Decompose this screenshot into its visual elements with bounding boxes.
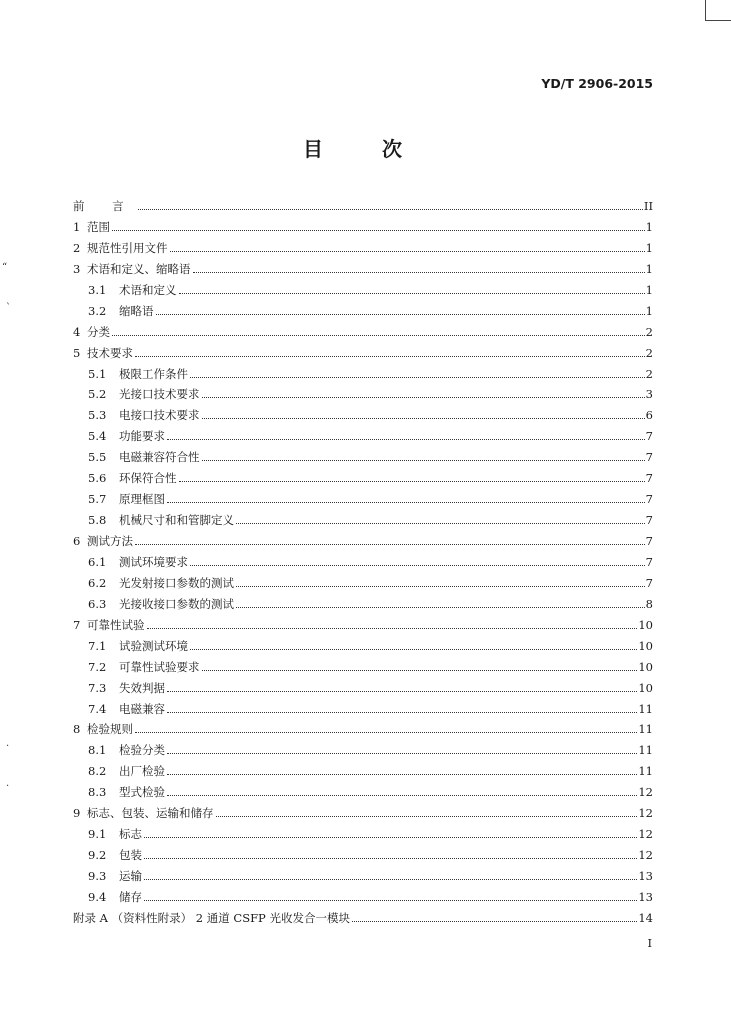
toc-entry-label: 范围 [87,219,110,234]
toc-entry[interactable] [73,701,653,722]
toc-entry-label: 失效判据 [119,680,165,695]
toc-entry[interactable] [73,219,653,240]
toc-entry-page: 2 [645,345,653,360]
toc-entry-number: 9.2 [88,848,107,863]
toc-entry-label: 可靠性试验 [87,617,145,632]
toc-dot-leader [167,691,637,692]
toc-dot-leader [147,628,638,629]
margin-mark: . [6,738,10,749]
toc-dot-leader [190,377,645,378]
toc-entry-label: 功能要求 [119,429,165,444]
toc-entry-page: 7 [645,554,653,569]
toc-entry-label: 电磁兼容符合性 [119,450,200,465]
toc-dot-leader [144,879,637,880]
toc-entry-number: 3.1 [88,282,107,297]
toc-entry[interactable] [73,407,653,428]
toc-entry-number: 5.1 [88,366,107,381]
toc-entry[interactable] [73,324,653,345]
toc-entry-label: 术语和定义、缩略语 [87,261,191,276]
toc-entry-label: 电磁兼容 [119,701,165,716]
toc-entry-number: 5.2 [88,387,107,402]
toc-dot-leader [236,607,645,608]
toc-entry-number: 5 [73,345,81,360]
toc-dot-leader [156,314,645,315]
toc-entry-label: 测试环境要求 [119,554,188,569]
toc-entry[interactable] [73,533,653,554]
toc-dot-leader [112,335,645,336]
toc-entry-page: 1 [645,219,653,234]
toc-dot-leader [167,795,637,796]
toc-entry[interactable] [73,575,653,596]
toc-dot-leader [179,481,645,482]
toc-entry-page: 7 [645,450,653,465]
toc-entry-label: 极限工作条件 [119,366,188,381]
toc-entry-page: 10 [638,680,653,695]
toc-entry-number: 8 [73,722,81,737]
toc-entry-page: II [643,199,653,213]
scan-edge-line [705,0,706,20]
toc-entry-label: 原理框图 [119,492,165,507]
toc-dot-leader [112,230,645,231]
toc-entry[interactable] [73,198,653,219]
toc-entry-label: 机械尺寸和和管脚定义 [119,513,234,528]
toc-entry-label: 规范性引用文件 [87,240,168,255]
toc-dot-leader [190,649,637,650]
toc-entry-label: 检验规则 [87,722,133,737]
toc-entry-label: 测试方法 [87,534,133,548]
toc-entry[interactable] [73,596,653,617]
toc-dot-leader [216,816,638,817]
margin-mark: ` [6,303,11,314]
toc-entry-number: 9 [73,806,81,821]
toc-entry-page: 10 [638,638,653,653]
toc-dot-leader [190,565,645,566]
toc-entry-number: 5.7 [88,492,107,507]
toc-entry-label: 标志、包装、运输和储存 [87,806,214,821]
toc-entry-page: 7 [645,534,653,548]
margin-mark: “ [2,262,8,273]
toc-entry-page: 14 [638,910,653,925]
toc-entry[interactable] [73,366,653,387]
document-code: YD/T 2906-2015 [541,76,653,91]
toc-entry-number: 9.3 [88,869,107,883]
toc-entry[interactable] [73,868,653,889]
toc-dot-leader [144,837,637,838]
toc-entry-label: 光发射接口参数的测试 [119,575,234,590]
toc-entry-label: 标志 [119,827,142,842]
toc-entry[interactable] [73,721,653,742]
toc-entry[interactable] [73,910,653,931]
toc-entry-label: 光接收接口参数的测试 [119,596,234,611]
toc-entry[interactable] [73,847,653,868]
toc-entry[interactable] [73,449,653,470]
toc-entry-label: 包装 [119,848,142,863]
margin-mark: . [6,778,10,789]
toc-entry-number: 5.4 [88,429,107,444]
toc-entry-number: 1 [73,219,81,234]
toc-entry[interactable] [73,512,653,533]
scan-edge-line [705,20,731,21]
toc-dot-leader [202,397,645,398]
toc-entry-number: 4 [73,324,81,339]
toc-entry-number: 3 [73,261,81,276]
toc-entry-page: 1 [645,303,653,318]
toc-dot-leader [236,523,645,524]
toc-entry-page: 1 [645,282,653,297]
toc-entry-page: 2 [645,324,653,339]
toc-entry-page: 7 [645,513,653,528]
toc-entry[interactable] [73,680,653,701]
toc-entry-label: 技术要求 [87,345,133,360]
toc-entry-label: 运输 [119,869,142,883]
toc-dot-leader [202,670,638,671]
toc-entry-number: 8.3 [88,785,107,800]
table-of-contents [73,198,653,931]
toc-entry[interactable] [73,742,653,763]
toc-entry[interactable] [73,784,653,805]
toc-entry-number: 6 [73,534,81,548]
toc-entry-page: 12 [638,827,653,842]
toc-entry-page: 2 [645,366,653,381]
toc-entry-page: 12 [638,848,653,863]
toc-entry-number: 6.1 [88,554,107,569]
toc-dot-leader [167,502,645,503]
toc-entry-label: 环保符合性 [119,471,177,486]
toc-entry[interactable] [73,826,653,847]
toc-dot-leader [202,460,645,461]
toc-dot-leader [170,251,645,252]
toc-entry-number: 5.8 [88,513,107,528]
toc-entry-label: 电接口技术要求 [119,408,200,423]
toc-dot-leader [167,753,637,754]
toc-dot-leader [193,272,645,273]
toc-entry[interactable] [73,554,653,575]
toc-entry[interactable] [73,282,653,303]
toc-entry[interactable] [73,345,653,366]
toc-entry-number: 3.2 [88,303,107,318]
toc-entry-page: 11 [638,764,653,779]
toc-entry[interactable] [73,470,653,491]
toc-entry-label: 附录 A （资料性附录） 2 通道 CSFP 光收发合一模块 [73,910,350,925]
toc-entry-page: 7 [645,471,653,486]
toc-entry-number: 5.6 [88,471,107,486]
toc-entry-number: 6.2 [88,575,107,590]
toc-entry[interactable] [73,240,653,261]
toc-entry-page: 1 [645,240,653,255]
toc-entry-page: 6 [645,408,653,423]
toc-entry[interactable] [73,805,653,826]
toc-entry-number: 7.4 [88,701,107,716]
toc-entry-number: 2 [73,240,81,255]
toc-entry-page: 8 [645,596,653,611]
toc-entry-label: 型式检验 [119,785,165,800]
toc-entry-label: 缩略语 [119,303,154,318]
toc-entry-page: 1 [645,261,653,276]
toc-entry-number: 5.5 [88,450,107,465]
toc-entry-page: 12 [638,806,653,821]
toc-entry[interactable] [73,261,653,282]
toc-dot-leader [135,732,637,733]
toc-entry-number: 6.3 [88,596,107,611]
toc-entry[interactable] [73,617,653,638]
toc-dot-leader [179,293,645,294]
toc-entry-page: 10 [638,617,653,632]
toc-entry-label: 分类 [87,324,110,339]
toc-entry-number: 9.4 [88,889,107,904]
toc-dot-leader [138,209,643,210]
toc-entry-number: 7.3 [88,680,107,695]
toc-entry-number: 7 [73,617,81,632]
toc-entry-page: 10 [638,659,653,674]
toc-dot-leader [236,586,645,587]
toc-entry-page: 11 [638,722,653,737]
toc-entry-page: 7 [645,492,653,507]
toc-entry-page: 13 [638,869,653,883]
toc-entry-page: 13 [638,889,653,904]
toc-entry[interactable] [73,386,653,407]
page-title: 目 次 [303,137,428,161]
toc-entry[interactable] [73,428,653,449]
toc-entry-number: 5.3 [88,408,107,423]
toc-dot-leader [135,356,645,357]
toc-entry-page: 7 [645,429,653,444]
toc-entry-label: 可靠性试验要求 [119,659,200,674]
toc-dot-leader [167,439,645,440]
toc-dot-leader [167,712,637,713]
toc-entry-number: 9.1 [88,827,107,842]
toc-entry[interactable] [73,659,653,680]
toc-entry-label: 前 言 [73,199,136,213]
toc-entry-number: 8.1 [88,743,107,758]
toc-entry-number: 8.2 [88,764,107,779]
toc-entry-number: 7.1 [88,638,107,653]
toc-entry-page: 3 [645,387,653,402]
toc-entry[interactable] [73,889,653,910]
toc-dot-leader [202,418,645,419]
toc-entry[interactable] [73,638,653,659]
toc-entry-page: 12 [638,785,653,800]
toc-entry-page: 7 [645,575,653,590]
toc-entry-label: 光接口技术要求 [119,387,200,402]
toc-dot-leader [352,921,637,922]
toc-dot-leader [135,544,645,545]
toc-entry-page: 11 [638,743,653,758]
toc-dot-leader [144,900,637,901]
toc-entry[interactable] [73,303,653,324]
toc-entry-number: 7.2 [88,659,107,674]
toc-entry-label: 储存 [119,889,142,904]
toc-entry-label: 试验测试环境 [119,638,188,653]
toc-entry-label: 出厂检验 [119,764,165,779]
toc-entry-label: 术语和定义 [119,282,177,297]
toc-entry-page: 11 [638,701,653,716]
toc-dot-leader [144,858,637,859]
toc-entry[interactable] [73,763,653,784]
toc-entry-label: 检验分类 [119,743,165,758]
page-number: I [647,936,652,950]
toc-dot-leader [167,774,637,775]
toc-entry[interactable] [73,491,653,512]
